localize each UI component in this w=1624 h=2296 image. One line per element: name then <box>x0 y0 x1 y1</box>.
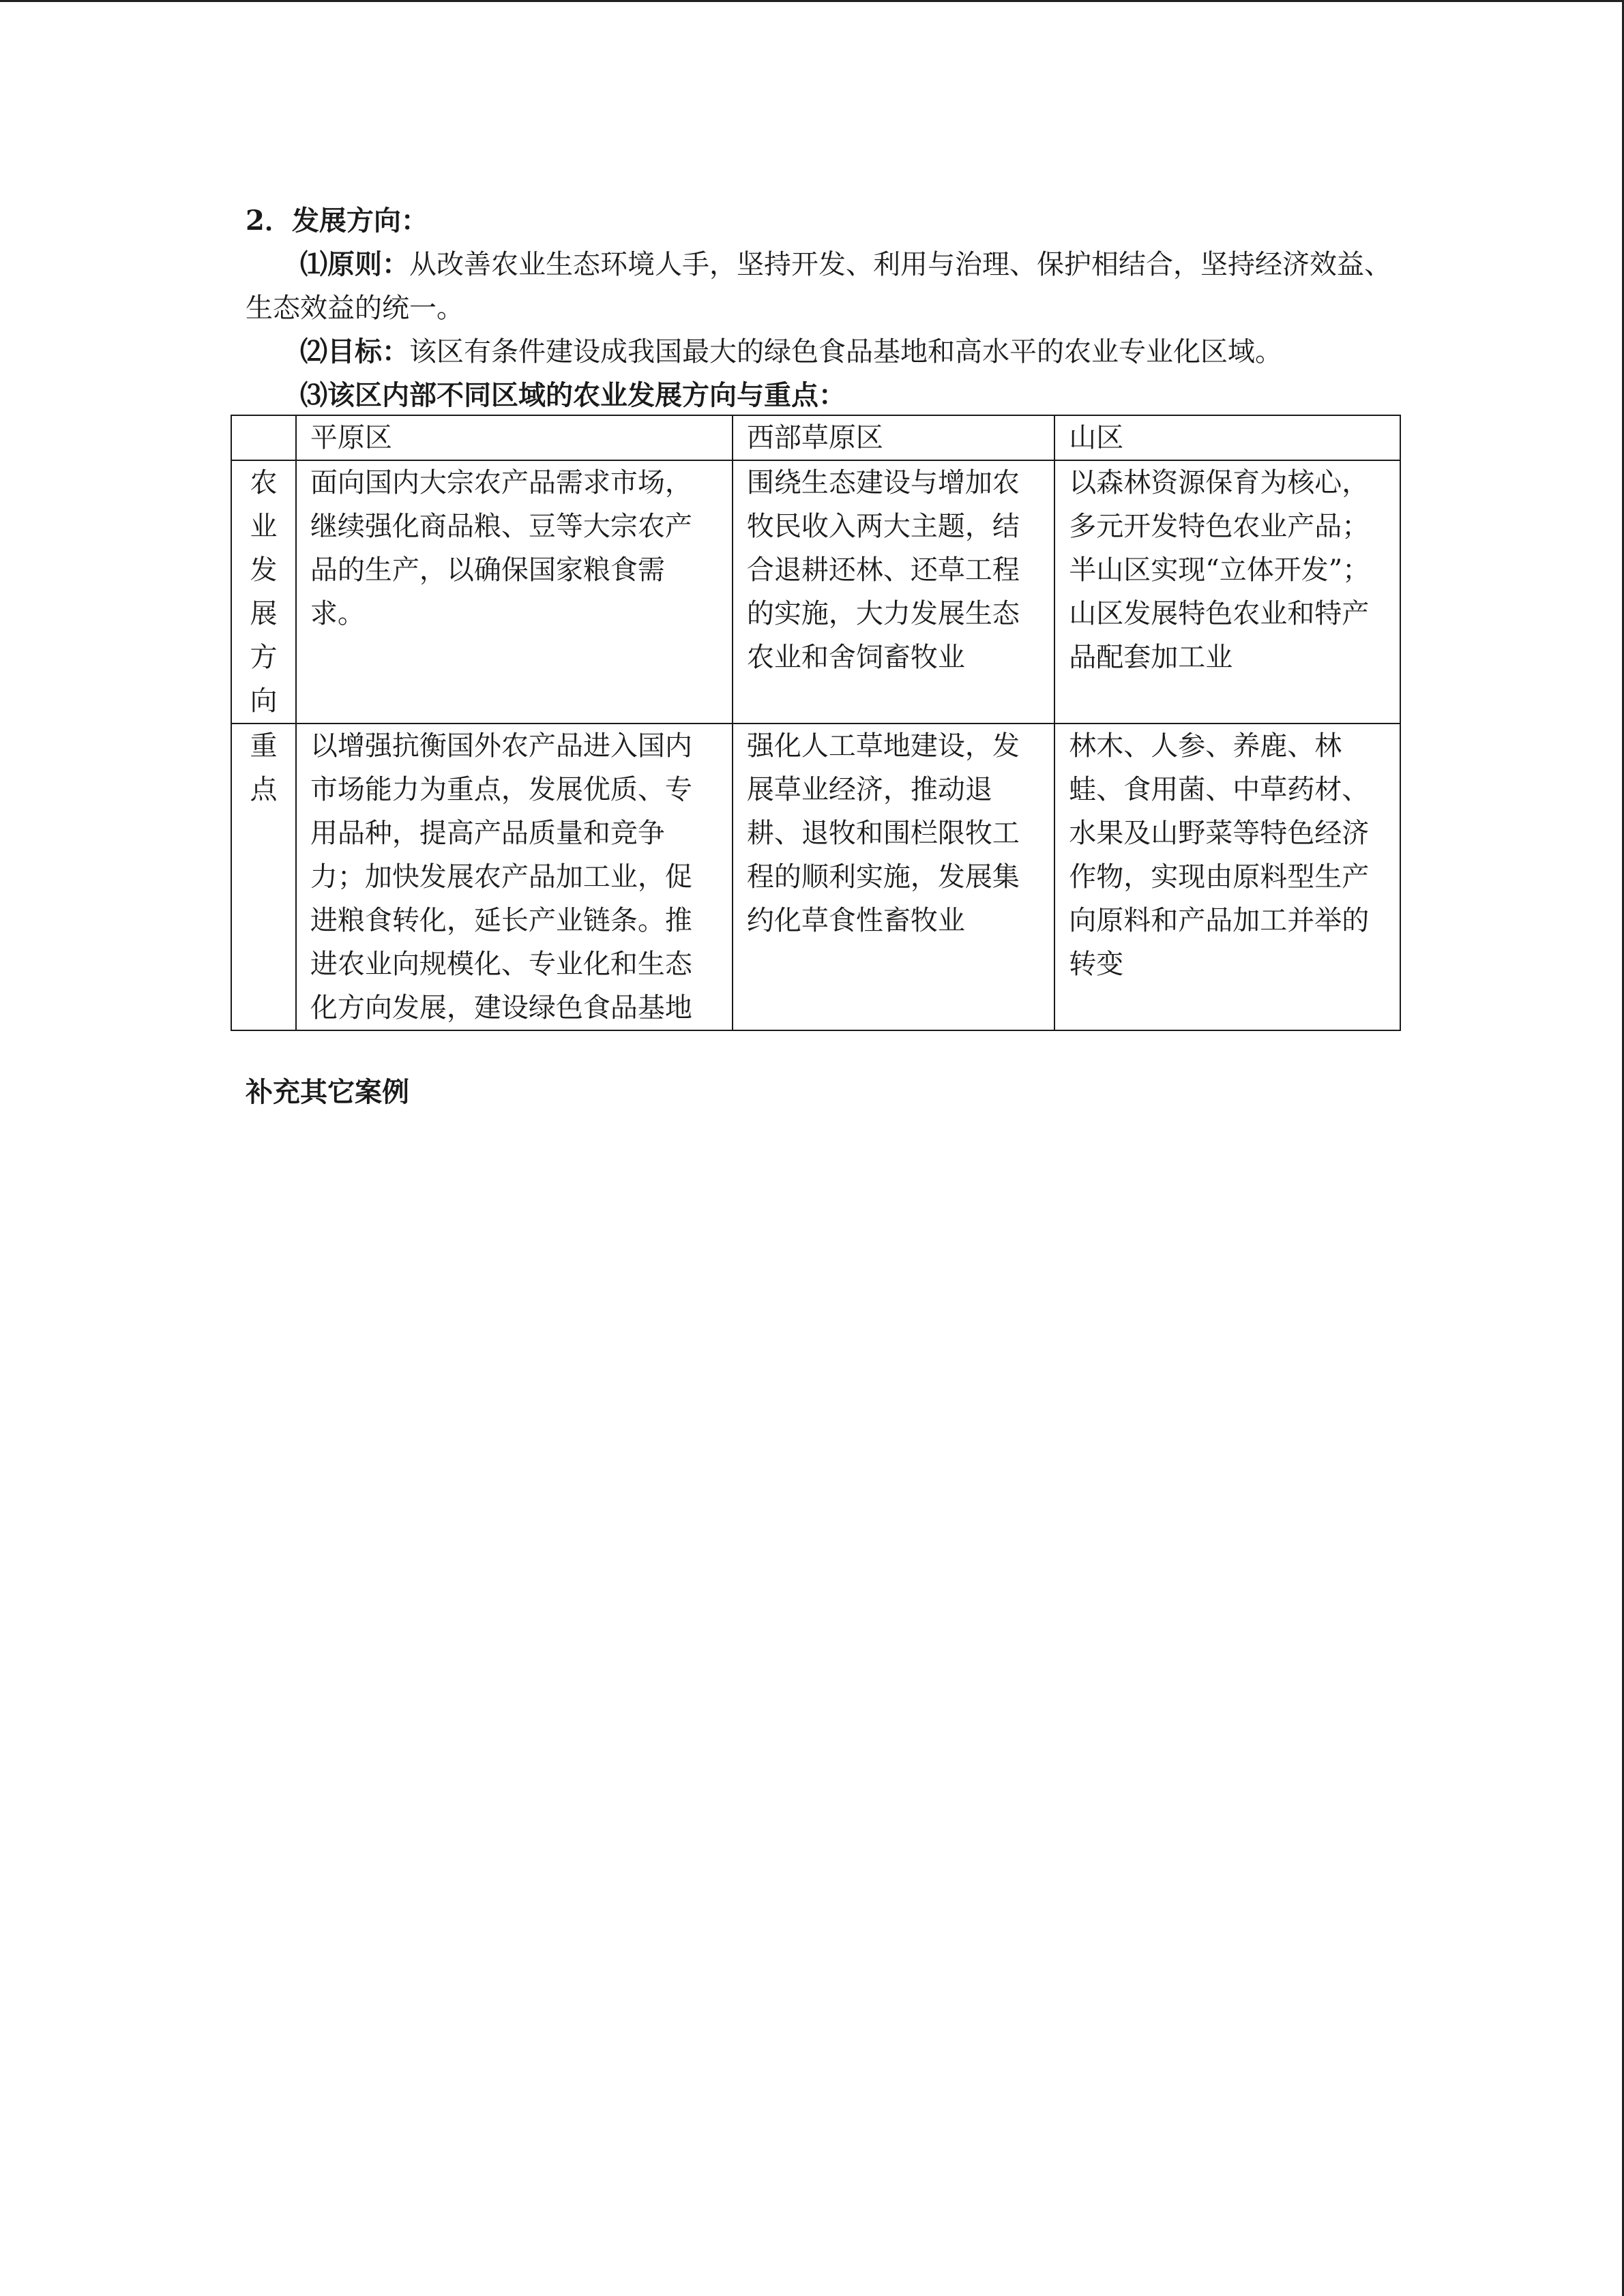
development-table <box>231 415 1401 1031</box>
row-label-focus: 重点 <box>231 724 296 1030</box>
cell-focus-west-grassland: 强化人工草地建设，发展草业经济，推动退耕、退牧和围栏限牧工程的顺利实施，发展集约化草食性畜牧业 <box>733 724 1054 1030</box>
principle-label: ⑴原则： <box>300 248 409 280</box>
section-number: 2． <box>246 205 292 237</box>
row-label-direction: 农业发展方向 <box>231 460 296 724</box>
table-header-row <box>231 415 1400 460</box>
section-title: 发展方向： <box>291 205 428 237</box>
goal-paragraph <box>246 330 1405 374</box>
table-row-direction <box>231 460 1400 724</box>
section-heading <box>246 199 1405 243</box>
document-body <box>246 199 1405 417</box>
page-border-top <box>0 0 1624 2</box>
cell-focus-plain: 以增强抗衡国外农产品进入国内市场能力为重点，发展优质、专用品种，提高产品质量和竞争力；加快发展农产品加工业，促进粮食转化，延长产业链条。推进农业向规模化、专业化和生态化方向发展，建设绿色食品基地 <box>296 724 733 1030</box>
cell-focus-mountain: 林木、人参、养鹿、林蛙、食用菌、中草药材、水果及山野菜等特色经济作物，实现由原料型生产向原料和产品加工并举的转变 <box>1054 724 1400 1030</box>
table-subheading: ⑶该区内部不同区域的农业发展方向与重点： <box>300 379 846 411</box>
column-header-mountain: 山区 <box>1054 415 1400 460</box>
column-header-plain: 平原区 <box>296 415 733 460</box>
goal-text: 该区有条件建设成我国最大的绿色食品基地和高水平的农业专业化区域。 <box>409 336 1282 368</box>
goal-label: ⑵目标： <box>300 336 409 368</box>
supplement-heading: 补充其它案例 <box>246 1076 409 1108</box>
table-corner-cell <box>231 415 296 460</box>
cell-direction-mountain: 以森林资源保育为核心，多元开发特色农业产品；半山区实现“立体开发”；山区发展特色农业和特产品配套加工业 <box>1054 460 1400 724</box>
column-header-west-grassland: 西部草原区 <box>733 415 1054 460</box>
principle-text: 从改善农业生态环境人手，坚持开发、利用与治理、保护相结合，坚持经济效益、生态效益的统一。 <box>246 249 1391 324</box>
cell-direction-west-grassland: 围绕生态建设与增加农牧民收入两大主题，结合退耕还林、还草工程的实施，大力发展生态农业和舍饲畜牧业 <box>733 460 1054 724</box>
table-row-focus <box>231 724 1400 1030</box>
cell-direction-plain: 面向国内大宗农产品需求市场，继续强化商品粮、豆等大宗农产品的生产，以确保国家粮食需求。 <box>296 460 733 724</box>
principle-paragraph <box>246 243 1405 330</box>
